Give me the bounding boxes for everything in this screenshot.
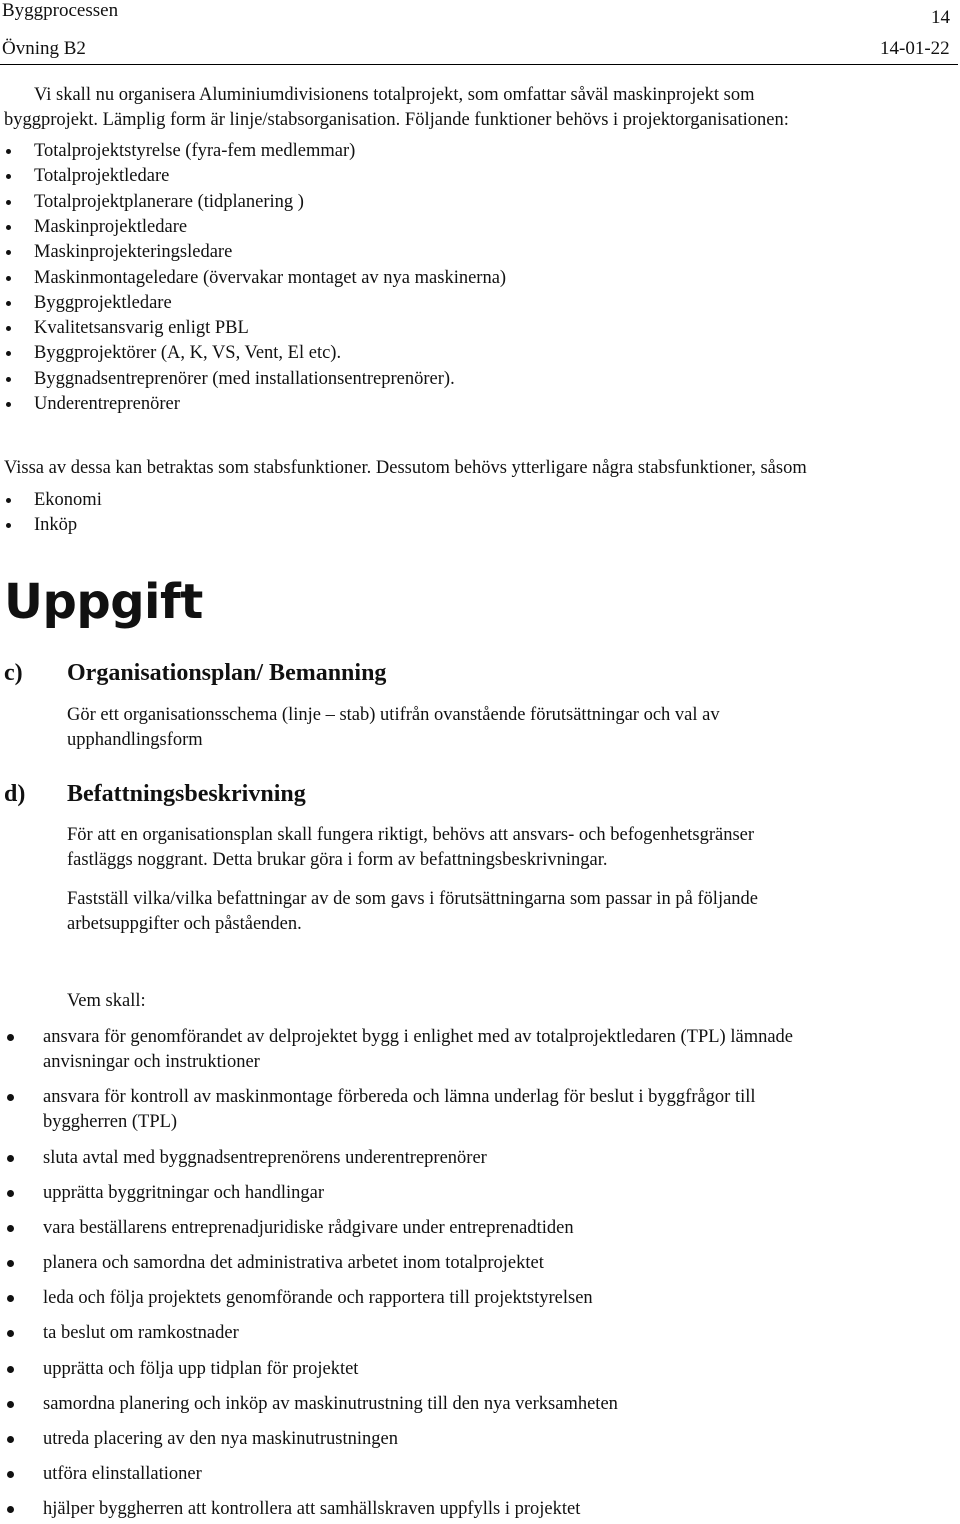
bullet-icon <box>6 301 11 306</box>
header-subtitle: Övning B2 <box>2 38 86 59</box>
task-item-line: planera och samordna det administrativa arbetet inom totalprojektet <box>43 1253 544 1273</box>
function-item: Maskinprojekteringsledare <box>34 242 233 263</box>
bullet-icon <box>6 402 11 407</box>
bullet-icon <box>7 1034 14 1041</box>
section-d-p1-line-1: För att en organisationsplan skall fungera riktigt, behövs att ansvars- och befogenhetsgränser <box>67 825 755 845</box>
function-item: Totalprojektstyrelse (fyra-fem medlemmar) <box>34 141 356 161</box>
intro-line-2: byggprojekt. Lämplig form är linje/stabsorganisation. Följande funktioner behövs i projektorganisationen: <box>4 110 789 130</box>
task-item-line: ta beslut om ramkostnader <box>43 1323 239 1343</box>
section-c-line-2: upphandlingsform <box>67 730 203 750</box>
task-item-line: utföra elinstallationer <box>43 1464 202 1484</box>
bullet-icon <box>6 498 11 503</box>
header-title: Byggprocessen <box>2 0 119 21</box>
intro-line-1: Vi skall nu organisera Aluminiumdivisionens totalprojekt, som omfattar såväl maskinprojekt som <box>34 85 755 105</box>
task-item-line: leda och följa projektets genomförande och rapportera till projektstyrelsen <box>43 1288 593 1308</box>
staff-item: Ekonomi <box>34 490 102 510</box>
bullet-icon <box>7 1260 14 1267</box>
bullet-icon <box>6 149 11 154</box>
section-d-p2-line-2: arbetsuppgifter och påståenden. <box>67 914 302 934</box>
task-item-line: ansvara för genomförandet av delprojektet bygg i enlighet med av totalprojektledaren (TPL) lämnade <box>43 1027 793 1047</box>
bullet-icon <box>6 200 11 205</box>
task-item-line: upprätta byggritningar och handlingar <box>43 1183 325 1203</box>
section-c-letter: c) <box>4 660 23 686</box>
bullet-icon <box>6 377 11 382</box>
bullet-icon <box>7 1155 14 1162</box>
bullet-icon <box>6 250 11 255</box>
section-d-p1-line-2: fastläggs noggrant. Detta brukar göra i form av befattningsbeskrivningar. <box>67 850 608 870</box>
bullet-icon <box>7 1330 14 1337</box>
bullet-icon <box>7 1471 14 1478</box>
section-c-title: Organisationsplan/ Bemanning <box>67 660 387 686</box>
section-c-line-1: Gör ett organisationsschema (linje – stab) utifrån ovanstående förutsättningar och val av <box>67 705 720 725</box>
function-item: Underentreprenörer <box>34 394 180 414</box>
function-item: Maskinmontageledare (övervakar montaget av nya maskinerna) <box>34 267 507 288</box>
section-d-title: Befattningsbeskrivning <box>67 781 306 807</box>
section-d-p2-line-1: Fastställ vilka/vilka befattningar av de som gavs i förutsättningarna som passar in på följande <box>67 889 759 909</box>
function-item: Byggnadsentreprenörer (med installationsentreprenörer). <box>34 368 455 389</box>
bullet-icon <box>6 523 11 528</box>
task-item-line: vara beställarens entreprenadjuridiske rådgivare under entreprenadtiden <box>43 1218 574 1238</box>
staff-text: Vissa av dessa kan betraktas som stabsfunktioner. Dessutom behövs ytterligare några stabsfunktioner, såsom <box>4 458 807 478</box>
header-date: 14-01-22 <box>880 38 950 59</box>
function-item: Kvalitetsansvarig enligt PBL <box>34 318 249 339</box>
bullet-icon <box>6 326 11 331</box>
task-item-line: hjälper byggherren att kontrollera att samhällskraven uppfylls i projektet <box>43 1499 581 1519</box>
bullet-icon <box>6 351 11 356</box>
who-label: Vem skall: <box>67 991 146 1011</box>
bullet-icon <box>6 174 11 179</box>
task-item-line: utreda placering av den nya maskinutrustningen <box>43 1429 398 1449</box>
task-item-line: sluta avtal med byggnadsentreprenörens underentreprenörer <box>43 1148 487 1168</box>
function-item: Totalprojektledare <box>34 166 170 187</box>
bullet-icon <box>7 1366 14 1373</box>
bullet-icon <box>6 276 11 281</box>
bullet-icon <box>7 1094 14 1101</box>
section-d-letter: d) <box>4 781 26 807</box>
task-item-line: upprätta och följa upp tidplan för projektet <box>43 1359 359 1379</box>
bullet-icon <box>7 1295 14 1302</box>
task-item-line: byggherren (TPL) <box>43 1112 178 1132</box>
function-item: Byggprojektledare <box>34 292 172 313</box>
bullet-icon <box>7 1436 14 1443</box>
task-item-line: anvisningar och instruktioner <box>43 1052 260 1072</box>
bullet-icon <box>7 1506 14 1513</box>
task-item-line: samordna planering och inköp av maskinutrustning till den nya verksamheten <box>43 1394 618 1414</box>
bullet-icon <box>7 1401 14 1408</box>
function-item: Totalprojektplanerare (tidplanering ) <box>34 191 304 212</box>
bullet-icon <box>6 225 11 230</box>
staff-item: Inköp <box>34 515 78 535</box>
function-item: Maskinprojektledare <box>34 216 188 237</box>
header-divider <box>0 64 958 65</box>
function-item: Byggprojektörer (A, K, VS, Vent, El etc). <box>34 343 342 364</box>
bullet-icon <box>7 1225 14 1232</box>
task-heading: Uppgift <box>4 574 203 630</box>
bullet-icon <box>7 1190 14 1197</box>
task-item-line: ansvara för kontroll av maskinmontage förbereda och lämna underlag för beslut i byggfrågor till <box>43 1087 756 1107</box>
page-number: 14 <box>931 7 950 28</box>
